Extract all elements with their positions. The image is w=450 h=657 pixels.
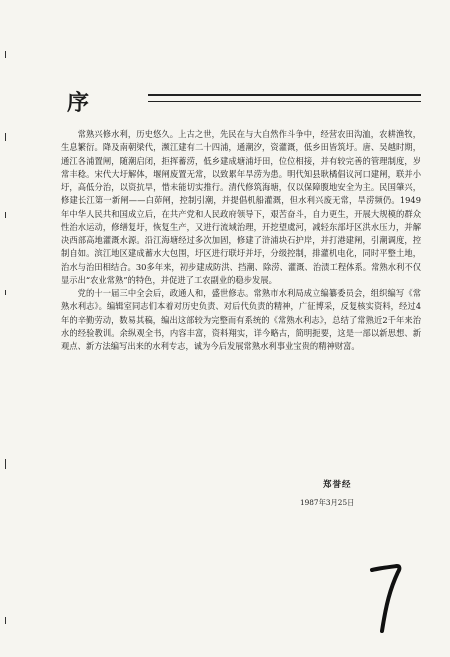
- preface-title: 序: [67, 90, 91, 116]
- preface-paragraph-2: 党的十一届三中全会后，政通人和，盛世修志。常熟市水利局成立编纂委员会，组织编写《常熟水利志》。编辑室同志们本着对历史负责、对后代负责的精神，广征博采，反复核实资料，经过4年的辛勤劳动，数易其稿，编出这部较为完整而有系统的《常熟水利志》，总结了常熟近2千年来治水的经验教训。余纵观全书，内容丰富，资料翔实，详今略古，简明扼要，这是一部以新思想、新观点、新方法编写出来的水利专志，诚为今后发展常熟水利事业宝贵的精神财富。: [61, 288, 421, 351]
- preface-body: [61, 128, 421, 353]
- handwritten-page-number: [365, 557, 405, 642]
- author-signature: 郑誉经: [323, 480, 352, 490]
- title-rule-bottom: [148, 101, 421, 102]
- preface-date: 1987年3月25日: [300, 498, 355, 507]
- scan-binding-marks: [0, 0, 12, 657]
- preface-paragraph-1: 常熟兴修水利，历史悠久。上古之世，先民在与大自然作斗争中，经营农田沟洫，农耕渔牧，生息繁衍。降及南朝梁代，濒江建有二十四浦，通潮汐，资灌溉，低乡田皆筑圩。唐、吴越时期，通江各浦置闸，随潮启闭，拒挥蓄涝，低乡建成塘浦圩田，位位相接，并有较完善的管理制度，岁常丰稔。宋代大圩解体，堰闸废置无常，以致累年旱涝为患。明代知县耿橘倡议河口建闸，联并小圩，高低分治，以资抗旱，惜未能切实推行。清代修筑海塘，仅以保障腹地安全为主。民国肇兴，修建长江第一新闸——白茆闸，控制引潮，并提倡机船灌溉，但水利兴废无常，旱涝频仍。1949年中华人民共和国成立后，在共产党和人民政府领导下，艰苦奋斗，自力更生，开展大规模的群众性治水运动，修缮复圩，恢复生产，又进行流域治理，开挖望虞河，减轻东部圩区洪水压力，并解决西部高地灌溉水源。沿江海塘经过多次加固，修建了浒浦块石护岸，并打港建闸，引潮调度，控制自如。滨江地区建成蓄水大包围，圩区进行联圩并圩，分级控制，排灌机电化，同时平整土地，治水与治田相结合。30多年来，初步建成防洪、挡潮、除涝、灌溉、治渍工程体系。常熟水利不仅显示出“农业常熟”的特色，并促进了工农副业的稳步发展。: [61, 129, 421, 285]
- title-rule-top: [148, 94, 421, 96]
